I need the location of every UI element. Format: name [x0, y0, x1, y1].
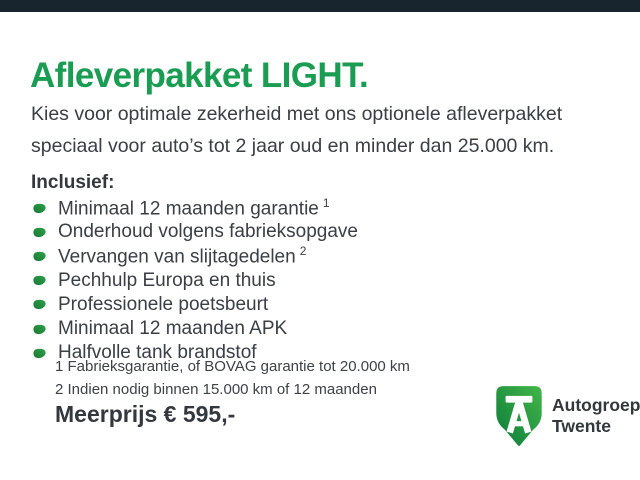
bullet-label: Onderhoud volgens fabrieksopgave: [58, 221, 358, 243]
bullet-superscript: 2: [299, 244, 307, 259]
list-heading: Inclusief:: [31, 172, 115, 193]
bullet-label: Minimaal 12 maanden APK: [58, 318, 288, 340]
footnote-2: 2 Indien nodig binnen 15.000 km of 12 maanden: [55, 380, 377, 398]
leaf-icon: [32, 227, 47, 238]
bullet-label: Minimaal 12 maanden garantie: [58, 198, 319, 220]
logo-line-2: Twente: [552, 415, 611, 436]
bullet-superscript: 1: [322, 195, 330, 210]
shield-monogram-icon: [492, 384, 546, 448]
leaf-icon: [32, 203, 47, 214]
leaf-icon: [32, 299, 47, 310]
bullet-label: Vervangen van slijtagedelen: [58, 246, 296, 268]
dealer-logo: [492, 384, 640, 448]
bullet-text: [58, 270, 276, 292]
bullet-text: [58, 244, 306, 268]
footnote-1: 1 Fabrieksgarantie, of BOVAG garantie tot 20.000 km: [55, 358, 410, 375]
leaf-icon: [32, 324, 47, 335]
bullet-text: [58, 318, 287, 340]
leaf-icon: [32, 348, 47, 359]
list-item: [32, 244, 358, 268]
page-title: Afleverpakket LIGHT.: [30, 56, 369, 95]
bullet-label: Halfvolle tank brandstof: [58, 342, 257, 364]
list-item: [32, 196, 358, 220]
bullet-text: [58, 196, 330, 220]
intro-line-2: speciaal voor auto’s tot 2 jaar oud en minder dan 25.000 km.: [31, 134, 555, 157]
list-item: [32, 220, 358, 244]
list-item: [32, 317, 358, 341]
leaf-icon: [32, 251, 47, 262]
top-bar: [0, 0, 640, 12]
intro-line-1: Kies voor optimale zekerheid met ons optionele afleverpakket: [31, 103, 563, 125]
bullet-label: Professionele poetsbeurt: [58, 293, 269, 315]
bullet-text: [58, 294, 268, 316]
bullet-text: [58, 221, 358, 243]
logo-line-1: Autogroep: [552, 395, 640, 415]
intro-paragraph: [31, 99, 562, 162]
price-label: Meerprijs € 595,-: [55, 401, 236, 427]
footnotes: [55, 356, 410, 401]
bullet-label: Pechhulp Europa en thuis: [58, 269, 276, 291]
leaf-icon: [32, 275, 47, 286]
list-item: [32, 293, 358, 317]
list-item: [32, 269, 358, 293]
logo-text: [552, 395, 640, 436]
bullet-list: [32, 196, 358, 365]
